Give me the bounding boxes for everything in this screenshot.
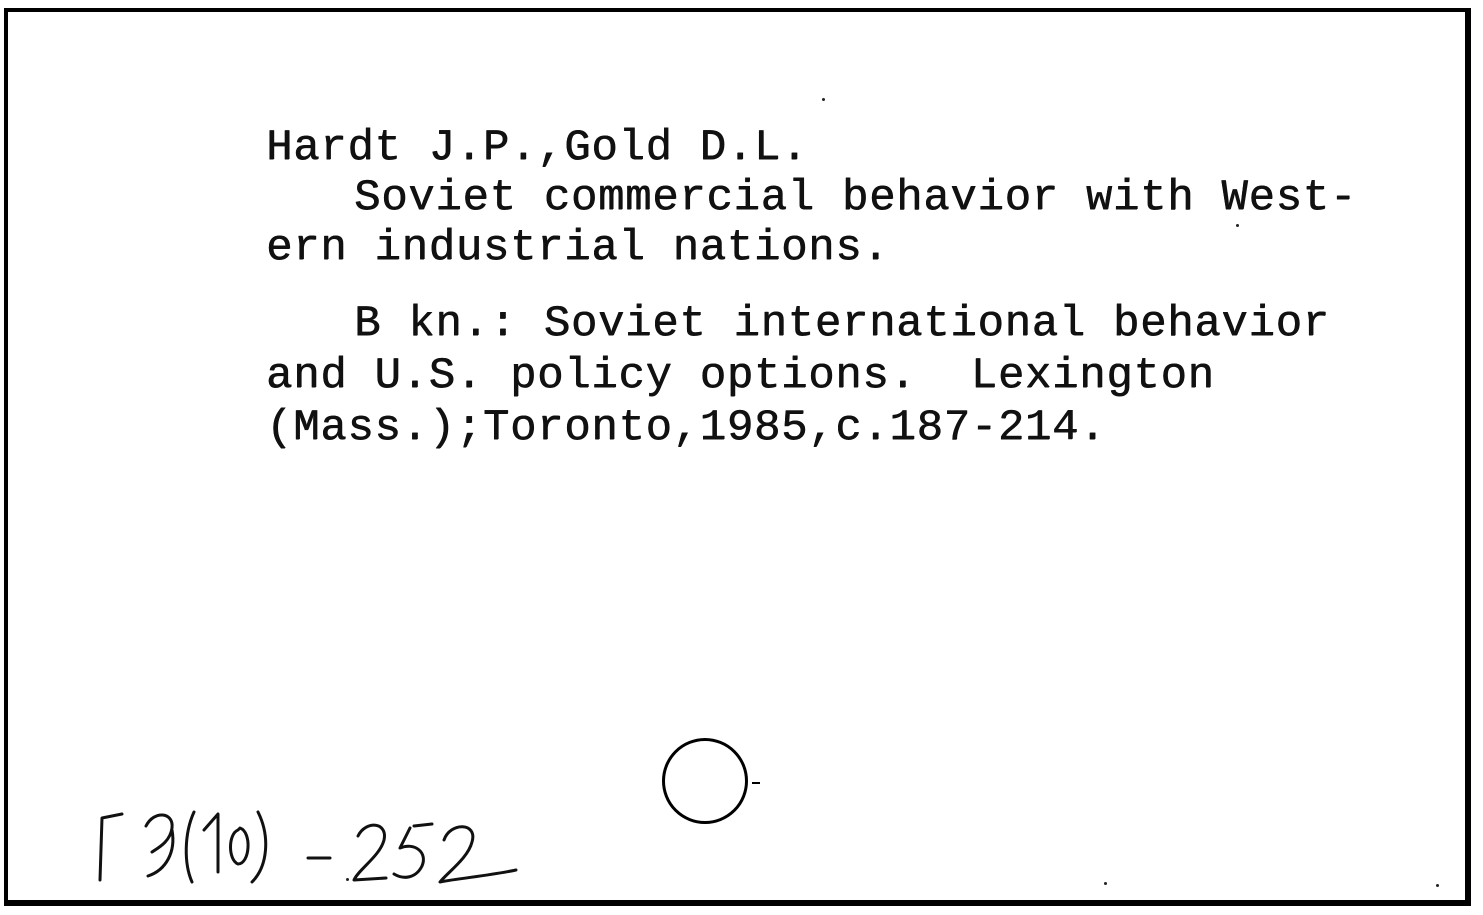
source-line-3: (Mass.);Toronto,1985,c.187-214. [266,403,1107,453]
punch-hole-mark [752,782,760,784]
handwritten-shelfmark [88,800,528,890]
paper-speck [1104,882,1107,885]
title-line-2: ern industrial nations. [266,223,890,273]
author-line: Hardt J.P.,Gold D.L. [266,123,809,173]
paper-speck [1436,884,1439,887]
paper-speck [822,98,825,101]
title-line-1: Soviet commercial behavior with West- [354,173,1357,223]
punch-hole [662,738,748,824]
paper-speck [1236,224,1239,227]
paper-speck [346,878,349,881]
source-line-2: and U.S. policy options. Lexington [266,351,1215,401]
source-line-1: B kn.: Soviet international behavior [354,299,1330,349]
